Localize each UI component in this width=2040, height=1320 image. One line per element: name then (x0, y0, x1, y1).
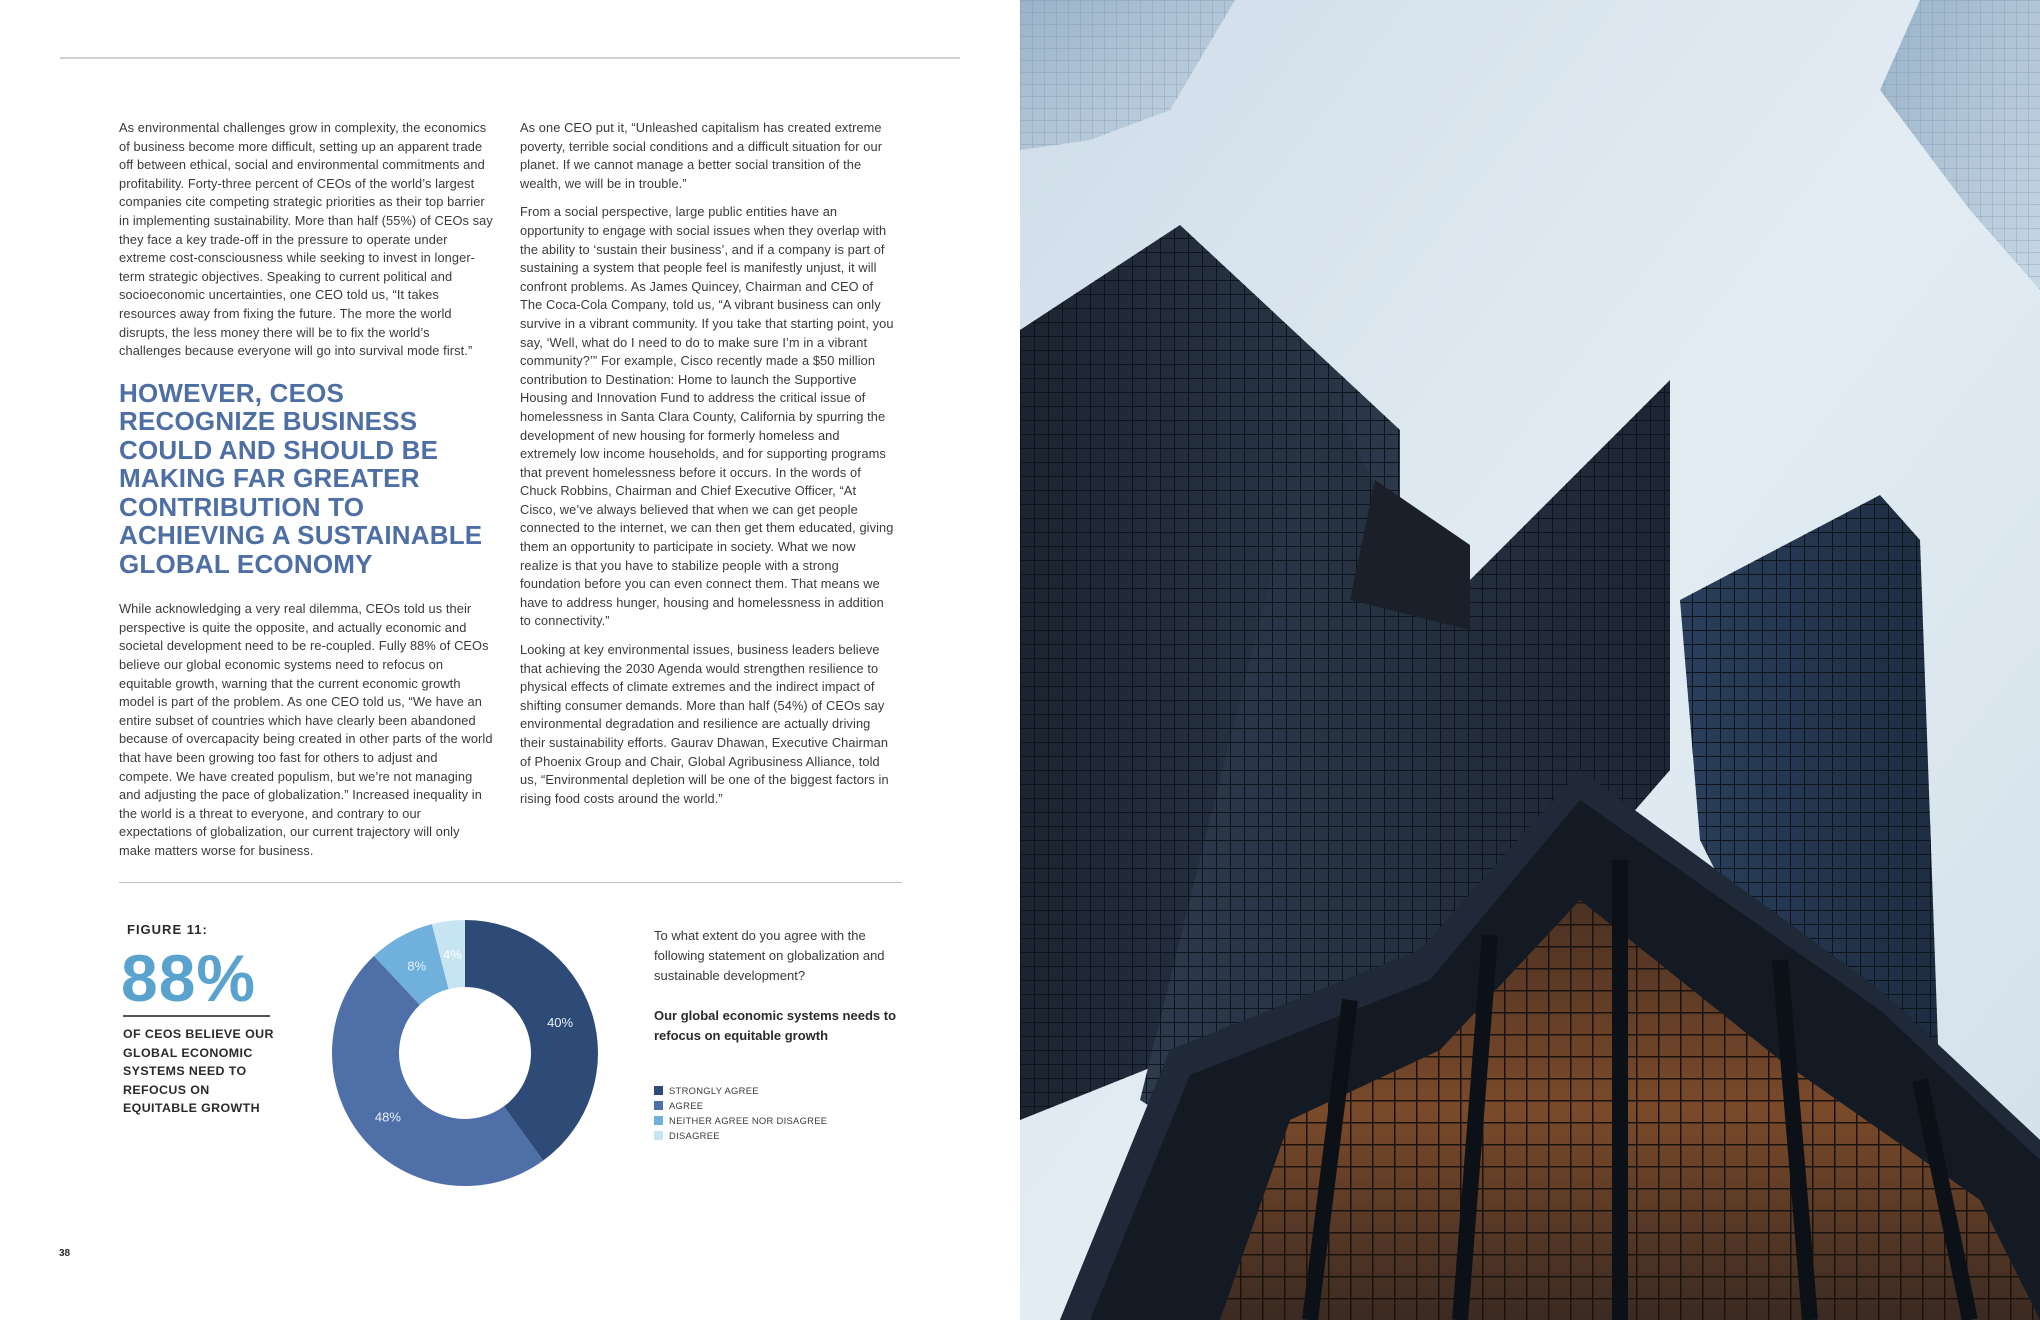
legend-item (654, 1083, 827, 1098)
big-stat: 88% (121, 941, 257, 1015)
figure-divider (119, 882, 902, 883)
legend-swatch (654, 1131, 663, 1140)
slice-label: 40% (547, 1015, 574, 1031)
legend-label: DISAGREE (669, 1130, 720, 1141)
legend-item (654, 1098, 827, 1113)
survey-statement: Our global economic systems needs to refocus on equitable growth (654, 1008, 897, 1043)
legend-label: STRONGLY AGREE (669, 1085, 759, 1096)
figure-label: FIGURE 11: (127, 922, 208, 937)
legend-item (654, 1128, 827, 1143)
chart-legend (654, 1083, 827, 1143)
survey-question: To what extent do you agree with the following statement on globalization and sustainable development? (654, 928, 885, 983)
slice-label: 8% (407, 958, 427, 974)
paragraph: As one CEO put it, “Unleashed capitalism has created extreme poverty, terrible social conditions and a difficult situation for our planet. If we cannot manage a better social transition of the wealth, we will be in trouble.” (520, 120, 883, 191)
legend-label: AGREE (669, 1100, 704, 1111)
legend-swatch (654, 1101, 663, 1110)
donut-chart (330, 918, 600, 1188)
slice-label: 4% (443, 946, 462, 962)
legend-item (654, 1113, 827, 1128)
paragraph: From a social perspective, large public entities have an opportunity to engage with social issues when they overlap with the ability to ‘sustain their business’, and if a company is part of sustaining a system that people feel is manifestly unjust, it will confront problems. As James Quincey, Chairman and CEO of The Coca-Cola Company, told us, “A vibrant business can only survive in a vibrant community. If you take that starting point, you say, ‘Well, what do I need to do to make sure I’m in a vibrant community?’” For example, Cisco recently made a $50 million contribution to Destination: Home to launch the Supportive Housing and Innovation Fund to address the critical issue of homelessness in Santa Clara County, California by spurring the development of new housing for formerly homeless and extremely low income households, and for supporting programs that prevent homelessness before it occurs. In the words of Chuck Robbins, Chairman and Chief Executive Officer, “At Cisco, we’ve always believed that when we can get people connected to the internet, we can then get them educated, giving them an opportunity to participate in society. What we now realize is that you have to stabilize people with a strong foundation before you can even connect them. That means we have to address hunger, housing and homelessness in addition to connectivity.” (520, 204, 894, 629)
paragraph: Looking at key environmental issues, business leaders believe that achieving the 2030 Agenda would strengthen resilience to physical effects of climate extremes and the indirect impact of shifting consumer demands. More than half (54%) of CEOs say environmental degradation and resilience are actually driving their sustainability efforts. Gaurav Dhawan, Executive Chairman of Phoenix Group and Chair, Global Agribusiness Alliance, told us, “Environmental depletion will be one of the biggest factors in rising food costs around the world.” (520, 642, 889, 806)
skyscraper-illustration (1020, 0, 2040, 1320)
stat-underline (123, 1015, 270, 1017)
right-text-column (520, 119, 895, 818)
slice-label: 48% (374, 1109, 401, 1125)
legend-swatch (654, 1086, 663, 1095)
legend-swatch (654, 1116, 663, 1125)
stat-caption: OF CEOS BELIEVE OUR GLOBAL ECONOMIC SYSTEMS NEED TO REFOCUS ON EQUITABLE GROWTH (123, 1027, 274, 1115)
top-divider (60, 57, 960, 59)
left-text-column (119, 119, 494, 871)
paragraph: As environmental challenges grow in complexity, the economics of business become more difficult, setting up an apparent trade off between ethical, social and environmental commitments and profitability. Forty-three percent of CEOs of the world’s largest companies cite competing strategic priorities as their top barrier in implementing sustainability. More than half (55%) of CEOs say they face a key trade-off in the pressure to operate under extreme cost-consciousness while seeking to invest in longer-term strategic objectives. Speaking to current political and socioeconomic uncertainties, one CEO told us, “It takes resources away from fixing the future. The more the world disrupts, the less money there will be to fix the world’s challenges because everyone will go into survival mode first.” (119, 120, 493, 359)
page-number: 38 (59, 1248, 71, 1259)
section-headline: HOWEVER, CEOS RECOGNIZE BUSINESS COULD AND SHOULD BE MAKING FAR GREATER CONTRIBUTION TO ACHIEVING A SUSTAINABLE GLOBAL ECONOMY (119, 377, 483, 579)
legend-label: NEITHER AGREE NOR DISAGREE (669, 1115, 828, 1126)
skyscraper-photo (1020, 0, 2040, 1320)
paragraph: While acknowledging a very real dilemma, CEOs told us their perspective is quite the opposite, and actually economic and societal development need to be re-coupled. Fully 88% of CEOs believe our global economic systems need to refocus on equitable growth, warning that the current economic growth model is part of the problem. As one CEO told us, “We have an entire subset of countries which have clearly been abandoned because of overcapacity being created in other parts of the world that have been growing too fast for others to adjust and compete. We have created populism, but we’re not managing and adjusting the pace of globalization.” Increased inequality in the world is a threat to everyone, and contrary to our expectations of globalization, our current trajectory will only make matters worse for business. (119, 601, 493, 858)
